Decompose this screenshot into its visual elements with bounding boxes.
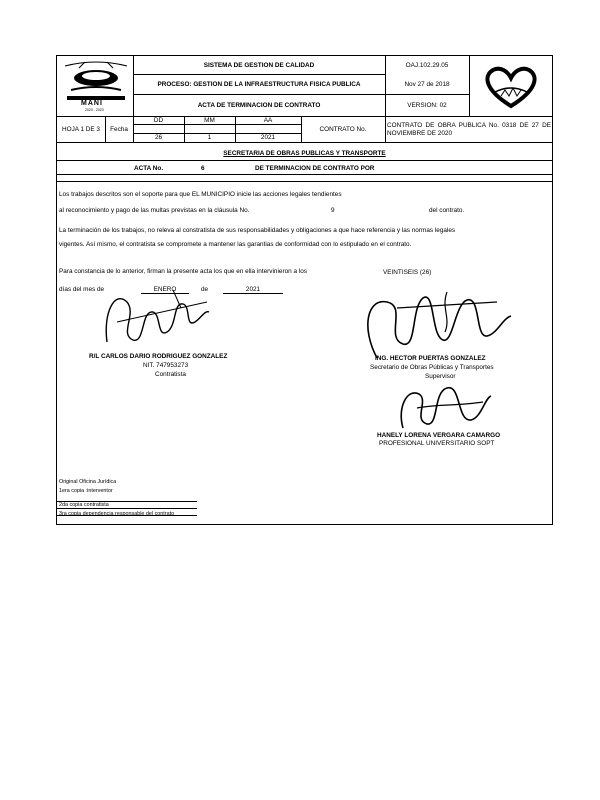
copy-second: 2da copia contratista	[59, 502, 109, 508]
logo-text: MANI	[81, 100, 103, 107]
divider	[57, 174, 552, 175]
divider	[57, 508, 197, 509]
secretaria-heading: SECRETARIA DE OBRAS PUBLICAS Y TRANSPORTE	[223, 149, 386, 157]
paragraph-1-line-1: Los trabajos descritos son el soporte para que EL MUNICIPIO inicie las acciones legales tendientes	[59, 191, 342, 198]
acta-label: ACTA No.	[134, 165, 164, 172]
process-title: PROCESO: GESTION DE LA INFRAESTRUCTURA FISICA PUBLICA	[157, 80, 361, 88]
document-date: Nov 27 de 2018	[404, 80, 450, 88]
system-title: SISTEMA DE GESTION DE CALIDAD	[203, 61, 315, 69]
logo-subtext: 2020 - 2023	[85, 108, 104, 112]
copy-original: Original Oficina Jurídica	[59, 479, 117, 485]
contratista-name: R/L CARLOS DARIO RODRIGUEZ GONZALEZ	[89, 353, 228, 360]
supervisor-role: Secretario de Obras Públicas y Transportes	[370, 364, 494, 371]
profesional-role: PROFESIONAL UNIVERSITARIO SOPT	[379, 440, 495, 447]
divider	[469, 56, 470, 116]
acta-title: DE TERMINACION DE CONTRATO POR	[255, 165, 375, 172]
de-label: de	[201, 286, 209, 293]
municipality-logo	[61, 58, 131, 114]
divider	[57, 181, 552, 182]
paragraph-1-end: del contrato.	[429, 207, 465, 214]
contratista-role: Contratista	[155, 371, 186, 378]
mm-label: MM	[204, 116, 215, 124]
divider	[57, 160, 552, 161]
contract-label: CONTRATO No.	[319, 125, 367, 133]
paragraph-2-line-2: vigentes. Así mismo, el contratista se compromete a mantener las garantias de conformidad con lo estipulado en el contrato.	[59, 241, 412, 248]
profesional-signature	[387, 378, 497, 438]
dd-label: DD	[153, 116, 164, 124]
dias-label: días del mes de	[59, 286, 105, 293]
month-name: ENERO	[141, 286, 189, 294]
contract-value: CONTRATO DE OBRA PUBLICA No. 0318 DE 27 DE NOVIEMBRE DE 2020	[387, 122, 551, 137]
copy-first: 1era copia :interventor	[59, 488, 113, 494]
divider	[57, 142, 552, 143]
document-code: OAJ.102.29.05	[405, 61, 449, 69]
contratista-signature	[97, 282, 217, 352]
aa-label: AA	[263, 116, 273, 124]
supervisor-title: Supervisor	[425, 373, 456, 380]
clause-number: 9	[331, 207, 335, 214]
year-written: 2021	[223, 286, 283, 294]
paragraph-1-line-2: al reconocimiento y pago de las multas previstas en la cláusula No.	[59, 207, 250, 214]
supervisor-name: ING. HECTOR PUERTAS GONZALEZ	[375, 355, 486, 362]
document-version: VERSION: 02	[407, 101, 447, 109]
day-in-words: VEINTISEIS (26)	[383, 269, 432, 276]
acta-number: 6	[201, 165, 205, 172]
day-value: 26	[154, 134, 163, 141]
sheet-number: HOJA 1 DE 3	[61, 125, 100, 133]
divider	[385, 116, 386, 142]
contratista-nit: NIT. 747953273	[143, 362, 189, 369]
paragraph-2-line-1: La terminación de los trabajos, no releva al constratista de sus responsabilidades y obligaciones a que hace referencia y las normas legales	[59, 227, 456, 234]
act-document-title: ACTA DE TERMINACION DE CONTRATO	[197, 101, 321, 109]
profesional-name: HANELY LORENA VERGARA CAMARGO	[377, 432, 501, 439]
divider	[133, 124, 301, 125]
document-page	[56, 55, 553, 525]
paragraph-3: Para constancia de lo anterior, firman la presente acta los que en ella intervinieron a los	[59, 268, 307, 275]
fecha-label: Fecha	[110, 125, 128, 133]
month-value: 1	[207, 134, 212, 141]
year-value: 2021	[260, 134, 276, 141]
heart-logo	[475, 62, 547, 112]
copy-third: 3ra copia dependencia responsable del contrato	[59, 511, 175, 517]
